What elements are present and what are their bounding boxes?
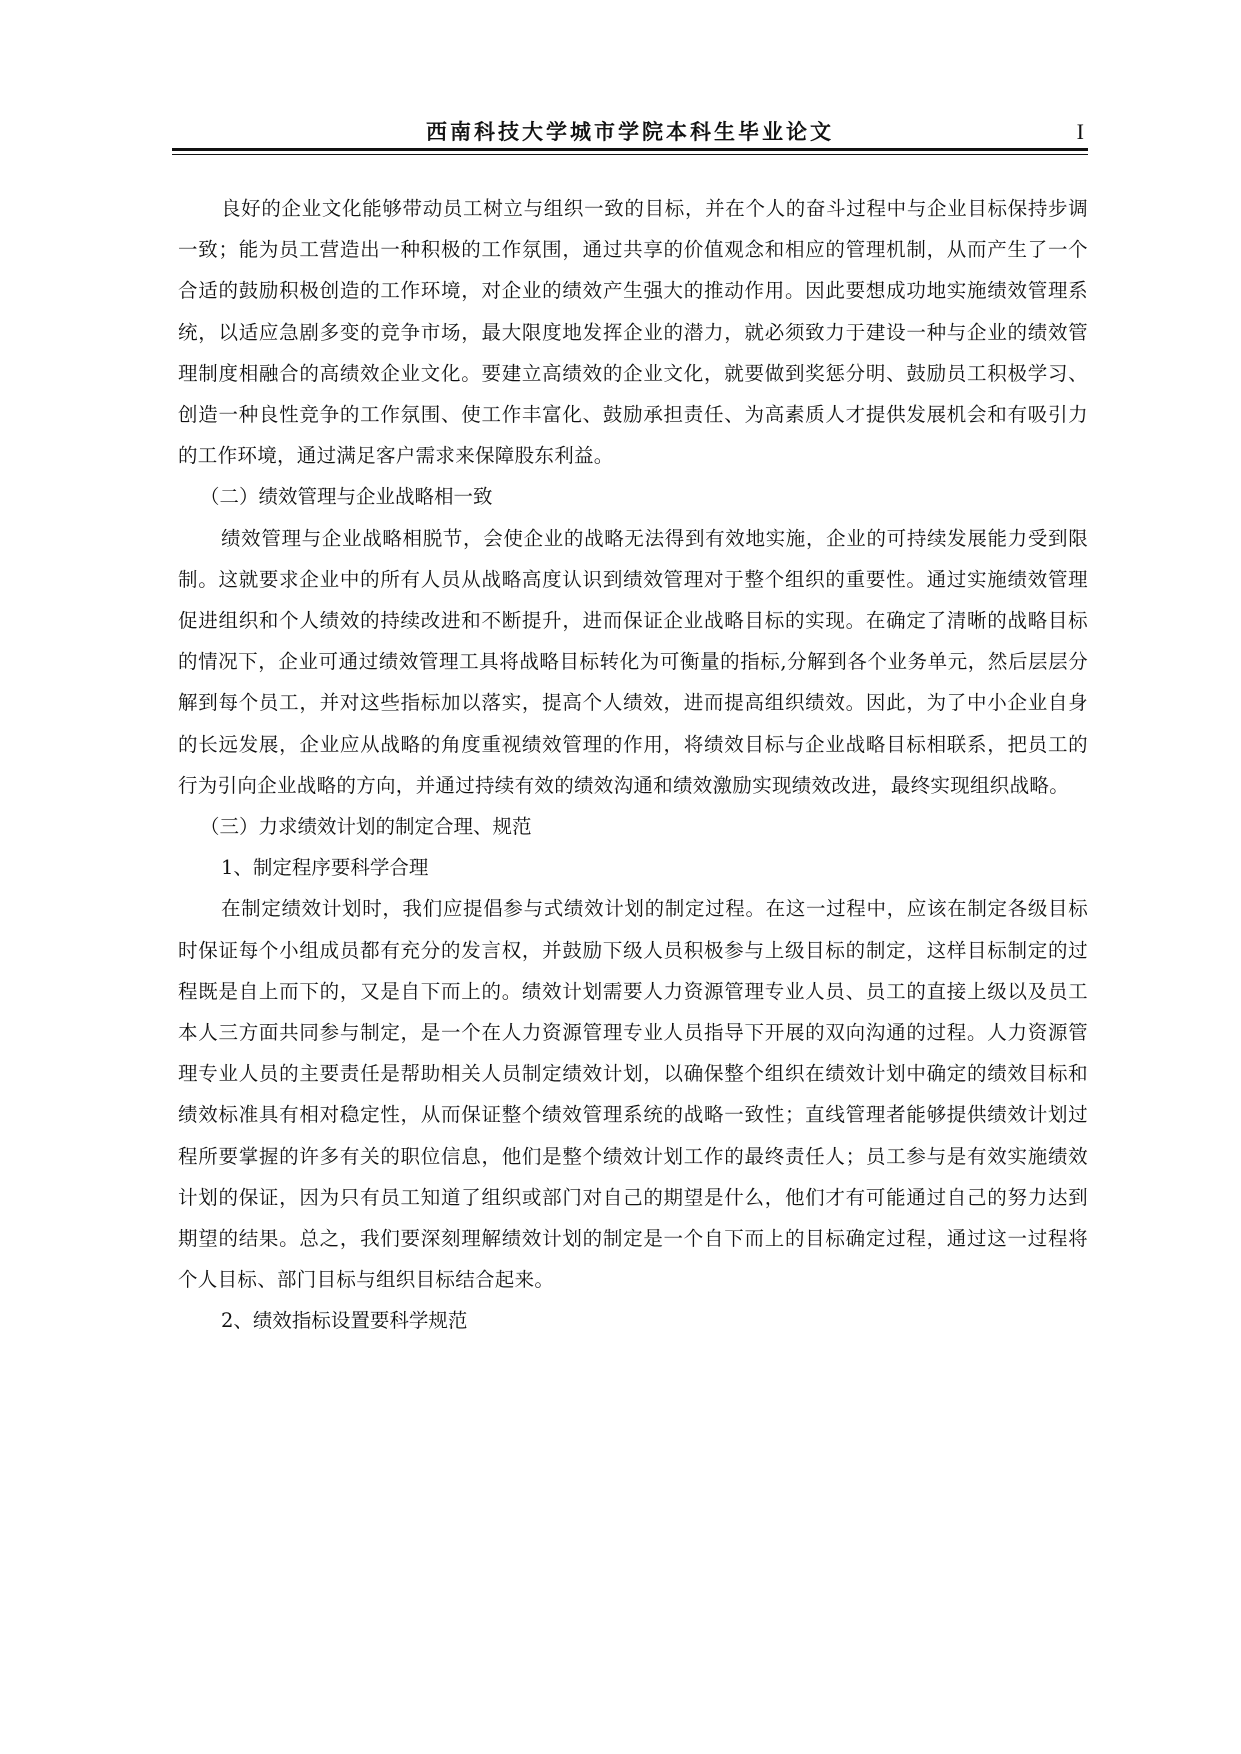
running-header	[172, 116, 1088, 150]
section-heading-strategy: （二）绩效管理与企业战略相一致	[200, 485, 493, 509]
header-title: 西南科技大学城市学院本科生毕业论文	[426, 119, 834, 144]
header-rule-thin	[172, 154, 1088, 155]
paragraph-plan-procedure: 在制定绩效计划时，我们应提倡参与式绩效计划的制定过程。在这一过程中，应该在制定各级目标时保证每个小组成员都有充分的发言权，并鼓励下级人员积极参与上级目标的制定，这样目标制定的过程既是自上而下的，又是自下而上的。绩效计划需要人力资源管理专业人员、员工的直接上级以及员工本人三方面共同参与制定，是一个在人力资源管理专业人员指导下开展的双向沟通的过程。人力资源管理专业人员的主要责任是帮助相关人员制定绩效计划，以确保整个组织在绩效计划中确定的绩效目标和绩效标准具有相对稳定性，从而保证整个绩效管理系统的战略一致性；直线管理者能够提供绩效计划过程所要掌握的许多有关的职位信息，他们是整个绩效计划工作的最终责任人；员工参与是有效实施绩效计划的保证，因为只有员工知道了组织或部门对自己的期望是什么，他们才有可能通过自己的努力达到期望的结果。总之，我们要深刻理解绩效计划的制定是一个自下而上的目标确定过程，通过这一过程将个人目标、部门目标与组织目标结合起来。	[178, 897, 1088, 1292]
subheading-indicators: 2、绩效指标设置要科学规范	[221, 1309, 468, 1333]
subheading-procedure: 1、制定程序要科学合理	[221, 856, 429, 880]
page-number: I	[1076, 119, 1084, 144]
paragraph-corporate-culture: 良好的企业文化能够带动员工树立与组织一致的目标，并在个人的奋斗过程中与企业目标保持步调一致；能为员工营造出一种积极的工作氛围，通过共享的价值观念和相应的管理机制，从而产生了一个合适的鼓励积极创造的工作环境，对企业的绩效产生强大的推动作用。因此要想成功地实施绩效管理系统，以适应急剧多变的竞争市场，最大限度地发挥企业的潜力，就必须致力于建设一种与企业的绩效管理制度相融合的高绩效企业文化。要建立高绩效的企业文化，就要做到奖惩分明、鼓励员工积极学习、创造一种良性竞争的工作氛围、使工作丰富化、鼓励承担责任、为高素质人才提供发展机会和有吸引力的工作环境，通过满足客户需求来保障股东利益。	[178, 197, 1088, 468]
section-heading-plan: （三）力求绩效计划的制定合理、规范	[200, 815, 532, 839]
body-text	[178, 188, 1088, 1342]
header-rule-thick	[172, 148, 1088, 151]
paragraph-strategy: 绩效管理与企业战略相脱节，会使企业的战略无法得到有效地实施，企业的可持续发展能力受到限制。这就要求企业中的所有人员从战略高度认识到绩效管理对于整个组织的重要性。通过实施绩效管理促进组织和个人绩效的持续改进和不断提升，进而保证企业战略目标的实现。在确定了清晰的战略目标的情况下，企业可通过绩效管理工具将战略目标转化为可衡量的指标,分解到各个业务单元，然后层层分解到每个员工，并对这些指标加以落实，提高个人绩效，进而提高组织绩效。因此，为了中小企业自身的长远发展，企业应从战略的角度重视绩效管理的作用，将绩效目标与企业战略目标相联系，把员工的行为引向企业战略的方向，并通过持续有效的绩效沟通和绩效激励实现绩效改进，最终实现组织战略。	[178, 526, 1088, 797]
